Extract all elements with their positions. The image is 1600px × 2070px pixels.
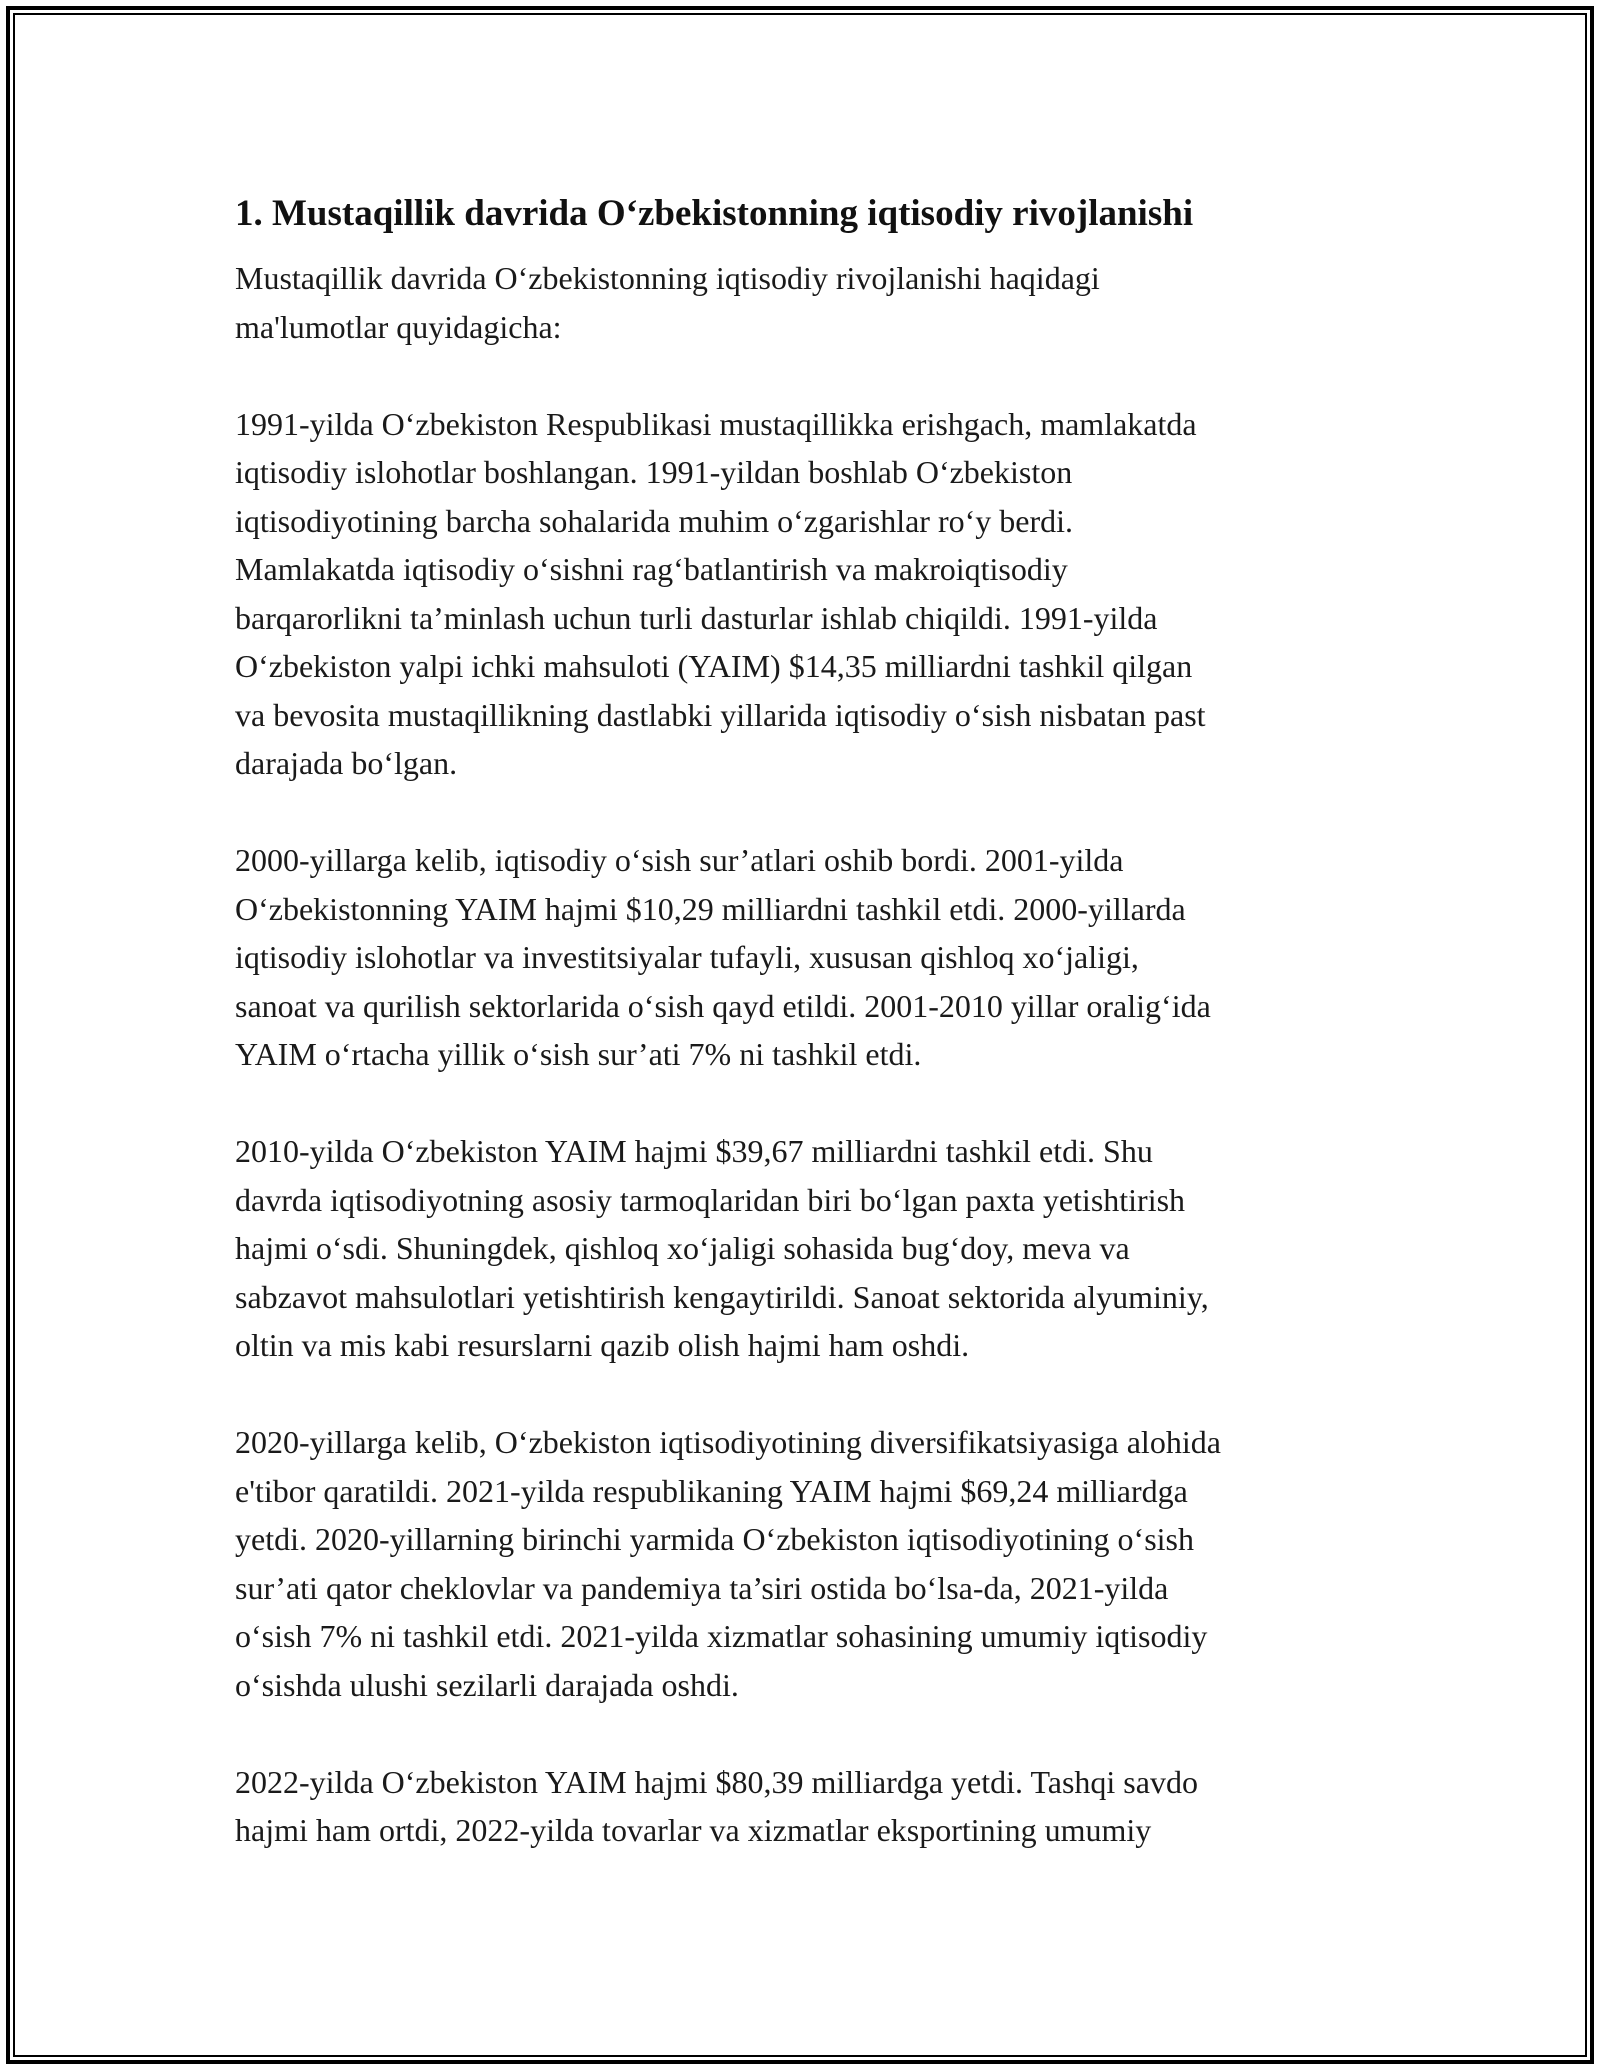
paragraph-2010: 2010-yilda O‘zbekiston YAIM hajmi $39,67 milliardni tashkil etdi. Shu davrda iqtisodiyotning asosiy tarmoqlaridan biri bo‘lgan paxta yetishtirish hajmi o‘sdi. Shuningdek, qishloq xo‘jaligi sohasida bug‘doy, meva va sabzavot mahsulotlari yetishtirish kengaytirildi. Sanoat sektorida alyuminiy, oltin va mis kabi resurslarni qazib olish hajmi ham oshdi. bbox=[235, 1133, 1209, 1363]
intro-paragraph: Mustaqillik davrida O‘zbekistonning iqtisodiy rivojlanishi haqidagi ma'lumotlar quyidagicha: bbox=[235, 260, 1100, 345]
paragraph-2000s: 2000-yillarga kelib, iqtisodiy o‘sish sur’atlari oshib bordi. 2001-yilda O‘zbekistonning YAIM hajmi $10,29 milliardni tashkil etdi. 2000-yillarda iqtisodiy islohotlar va investitsiyalar tufayli, xususan qishloq xo‘jaligi, sanoat va qurilish sektorlarida o‘sish qayd etildi. 2001-2010 yillar oralig‘ida YAIM o‘rtacha yillik o‘sish sur’ati 7% ni tashkil etdi. bbox=[235, 842, 1211, 1072]
paragraph-2020s: 2020-yillarga kelib, O‘zbekiston iqtisodiyotining diversifikatsiyasiga alohida e'tibor qaratildi. 2021-yilda respublikaning YAIM hajmi $69,24 milliardga yetdi. 2020-yillarning birinchi yarmida O‘zbekiston iqtisodiyotining o‘sish sur’ati qator cheklovlar va pandemiya ta’siri ostida bo‘lsa-da, 2021-yilda o‘sish 7% ni tashkil etdi. 2021-yilda xizmatlar sohasining umumiy iqtisodiy o‘sishda ulushi sezilarli darajada oshdi. bbox=[235, 1424, 1221, 1703]
document-body bbox=[235, 185, 1375, 1855]
paragraph-2022: 2022-yilda O‘zbekiston YAIM hajmi $80,39 milliardga yetdi. Tashqi savdo hajmi ham ortdi, 2022-yilda tovarlar va xizmatlar eksportining umumiy bbox=[235, 1763, 1198, 1848]
section-heading: 1. Mustaqillik davrida O‘zbekistonning iqtisodiy rivojlanishi bbox=[235, 193, 1194, 234]
paragraph-1991: 1991-yilda O‘zbekiston Respublikasi mustaqillikka erishgach, mamlakatda iqtisodiy islohotlar boshlangan. 1991-yildan boshlab O‘zbekiston iqtisodiyotining barcha sohalarida muhim o‘zgarishlar ro‘y berdi. Mamlakatda iqtisodiy o‘sishni rag‘batlantirish va makroiqtisodiy barqarorlikni ta’minlash uchun turli dasturlar ishlab chiqildi. 1991-yilda O‘zbekiston yalpi ichki mahsuloti (YAIM) $14,35 milliardni tashkil qilgan va bevosita mustaqillikning dastlabki yillarida iqtisodiy o‘sish nisbatan past darajada bo‘lgan. bbox=[235, 405, 1206, 781]
